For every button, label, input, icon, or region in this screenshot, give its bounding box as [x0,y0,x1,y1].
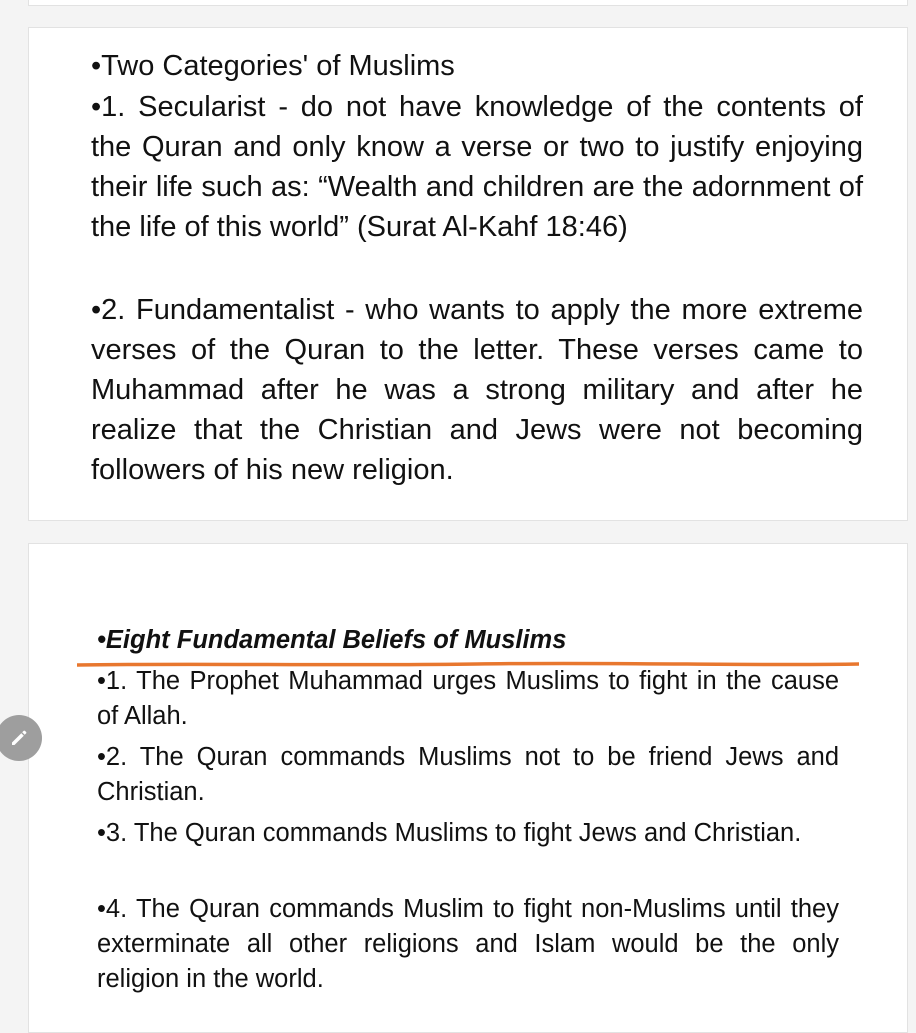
slide-eight-beliefs [28,543,908,1033]
bullet-item-belief-2: •2. The Quran commands Muslims not to be friend Jews and Christian. [97,743,839,806]
slide-two-categories [28,27,908,521]
previous-slide-edge [28,0,908,6]
pencil-icon [9,728,29,748]
bullet-item-belief-1: •1. The Prophet Muhammad urges Muslims to fight in the cause of Allah. [97,667,839,730]
slide-title: •Eight Fundamental Beliefs of Muslims [97,626,567,654]
slide-title: •Two Categories' of Muslims [91,50,455,82]
bullet-item-fundamentalist: •2. Fundamentalist - who wants to apply the more extreme verses of the Quran to the letter. These verses came to Muhammad after he was a strong military and after he realize that the Christian and Jews were not becoming followers of his new religion. [91,294,863,486]
bullet-item-belief-3: •3. The Quran commands Muslims to fight Jews and Christian. [97,819,802,847]
bullet-item-secularist: •1. Secularist - do not have knowledge of the contents of the Quran and only know a verse or two to justify enjoying their life such as: “Wealth and children are the adornment of the life of this world” (Surat Al-Kahf 18:46) [91,91,863,243]
bullet-item-belief-4: •4. The Quran commands Muslim to fight non-Muslims until they exterminate all other religions and Islam would be the only religion in the world. [97,895,839,993]
